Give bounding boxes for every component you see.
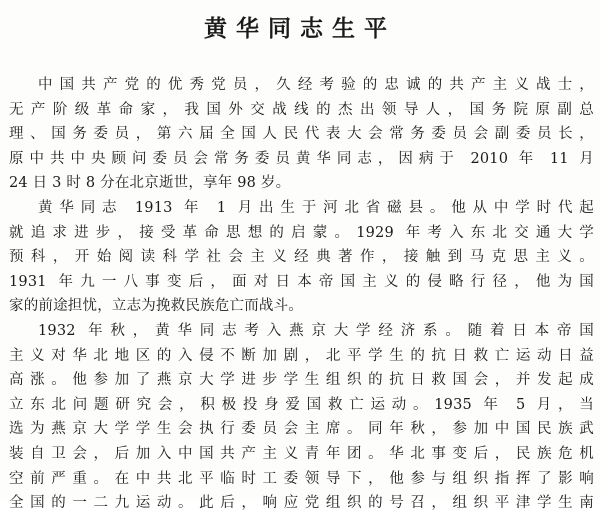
paragraph-2 <box>9 196 594 319</box>
paragraph-line: 装自卫会，后加入中国共产主义青年团。华北事变后，民族危机 <box>9 445 594 462</box>
page-title: 黄华同志生平 <box>204 16 396 42</box>
paragraph-1 <box>9 73 594 196</box>
paragraph-line: 1932 年秋，黄华同志考入燕京大学经济系。随着日本帝国 <box>38 322 594 339</box>
paragraph-line: 空前严重。在中共北平临时工委领导下，他参与组织指挥了影响 <box>9 470 594 487</box>
document-body <box>9 73 594 516</box>
paragraph-line: 立东北问题研究会，积极投身爱国救亡运动。1935 年 5 月，当 <box>9 396 594 413</box>
paragraph-line: 1931 年九一八事变后，面对日本帝国主义的侵略行径，他为国 <box>9 273 594 290</box>
paragraph-line: 高涨。他参加了燕京大学进步学生组织的抗日救国会，并发起成 <box>9 372 594 389</box>
paragraph-line: 理、国务委员，第六届全国人民代表大会常务委员会副委员长， <box>9 126 594 143</box>
paragraph-line: 无产阶级革命家，我国外交战线的杰出领导人，国务院原副总 <box>9 101 594 118</box>
paragraph-3 <box>9 319 594 516</box>
paragraph-line: 家的前途担忧，立志为挽救民族危亡而战斗。 <box>9 298 303 315</box>
paragraph-line: 24 日 3 时 8 分在北京逝世，享年 98 岁。 <box>9 175 291 192</box>
paragraph-line: 黄华同志 1913 年 1 月出生于河北省磁县。他从中学时代起 <box>38 199 594 216</box>
paragraph-line: 全国的一二九运动。此后，响应党组织的号召，组织平津学生南 <box>9 495 594 512</box>
paragraph-line: 原中共中央顾问委员会常务委员黄华同志，因病于 2010 年 11 月 <box>9 150 594 167</box>
paragraph-line: 主义对华北地区的入侵不断加剧，北平学生的抗日救亡运动日益 <box>9 347 594 364</box>
paragraph-line: 就追求进步，接受革命思想的启蒙。1929 年考入东北交通大学 <box>9 224 594 241</box>
paragraph-line: 选为燕京大学学生会执行委员会主席。同年秋，参加中国民族武 <box>9 421 594 438</box>
paragraph-line: 预科，开始阅读科学社会主义经典著作，接触到马克思主义。 <box>9 249 594 266</box>
paragraph-line: 中国共产党的优秀党员，久经考验的忠诚的共产主义战士， <box>38 77 594 93</box>
